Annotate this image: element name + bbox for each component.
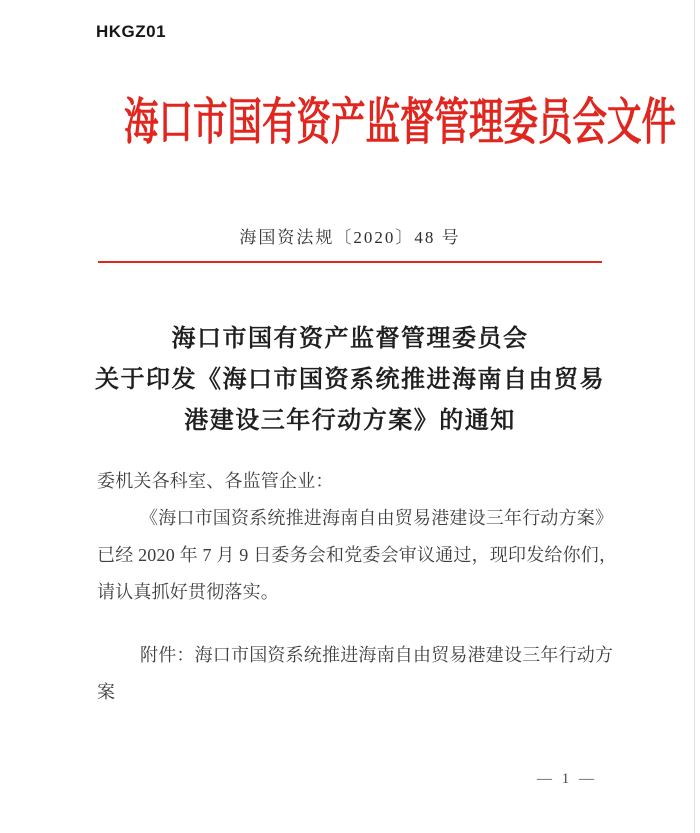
scan-edge-line — [694, 0, 695, 833]
attachment-note — [97, 637, 614, 711]
notice-title-line-2: 关于印发《海口市国资系统推进海南自由贸易 — [95, 367, 605, 393]
attachment-line-2: 案 — [97, 682, 116, 702]
salutation: 委机关各科室、各监管企业： — [97, 471, 334, 491]
masthead — [0, 93, 700, 151]
paragraph-line-1: 《海口市国资系统推进海南自由贸易港建设三年行动方案》 — [140, 508, 614, 528]
notice-title — [0, 319, 700, 442]
masthead-title: 海口市国有资产监督管理委员会文件 — [124, 94, 676, 150]
doc-code: HKGZ01 — [96, 22, 167, 41]
paragraph-line-3: 请认真抓好贯彻落实。 — [97, 582, 279, 602]
body-paragraph — [97, 463, 618, 611]
paragraph-line-2: 已经 2020 年 7 月 9 日委务会和党委会审议通过，现印发给你们， — [97, 545, 618, 565]
notice-title-line-1: 海口市国有资产监督管理委员会 — [171, 326, 529, 352]
page-number: — 1 — — [537, 771, 597, 787]
red-divider-line — [98, 261, 602, 263]
notice-title-line-3: 港建设三年行动方案》的通知 — [184, 408, 516, 434]
attachment-line-1: 附件：海口市国资系统推进海南自由贸易港建设三年行动方 — [140, 645, 614, 665]
doc-number: 海国资法规〔2020〕48 号 — [239, 228, 461, 247]
